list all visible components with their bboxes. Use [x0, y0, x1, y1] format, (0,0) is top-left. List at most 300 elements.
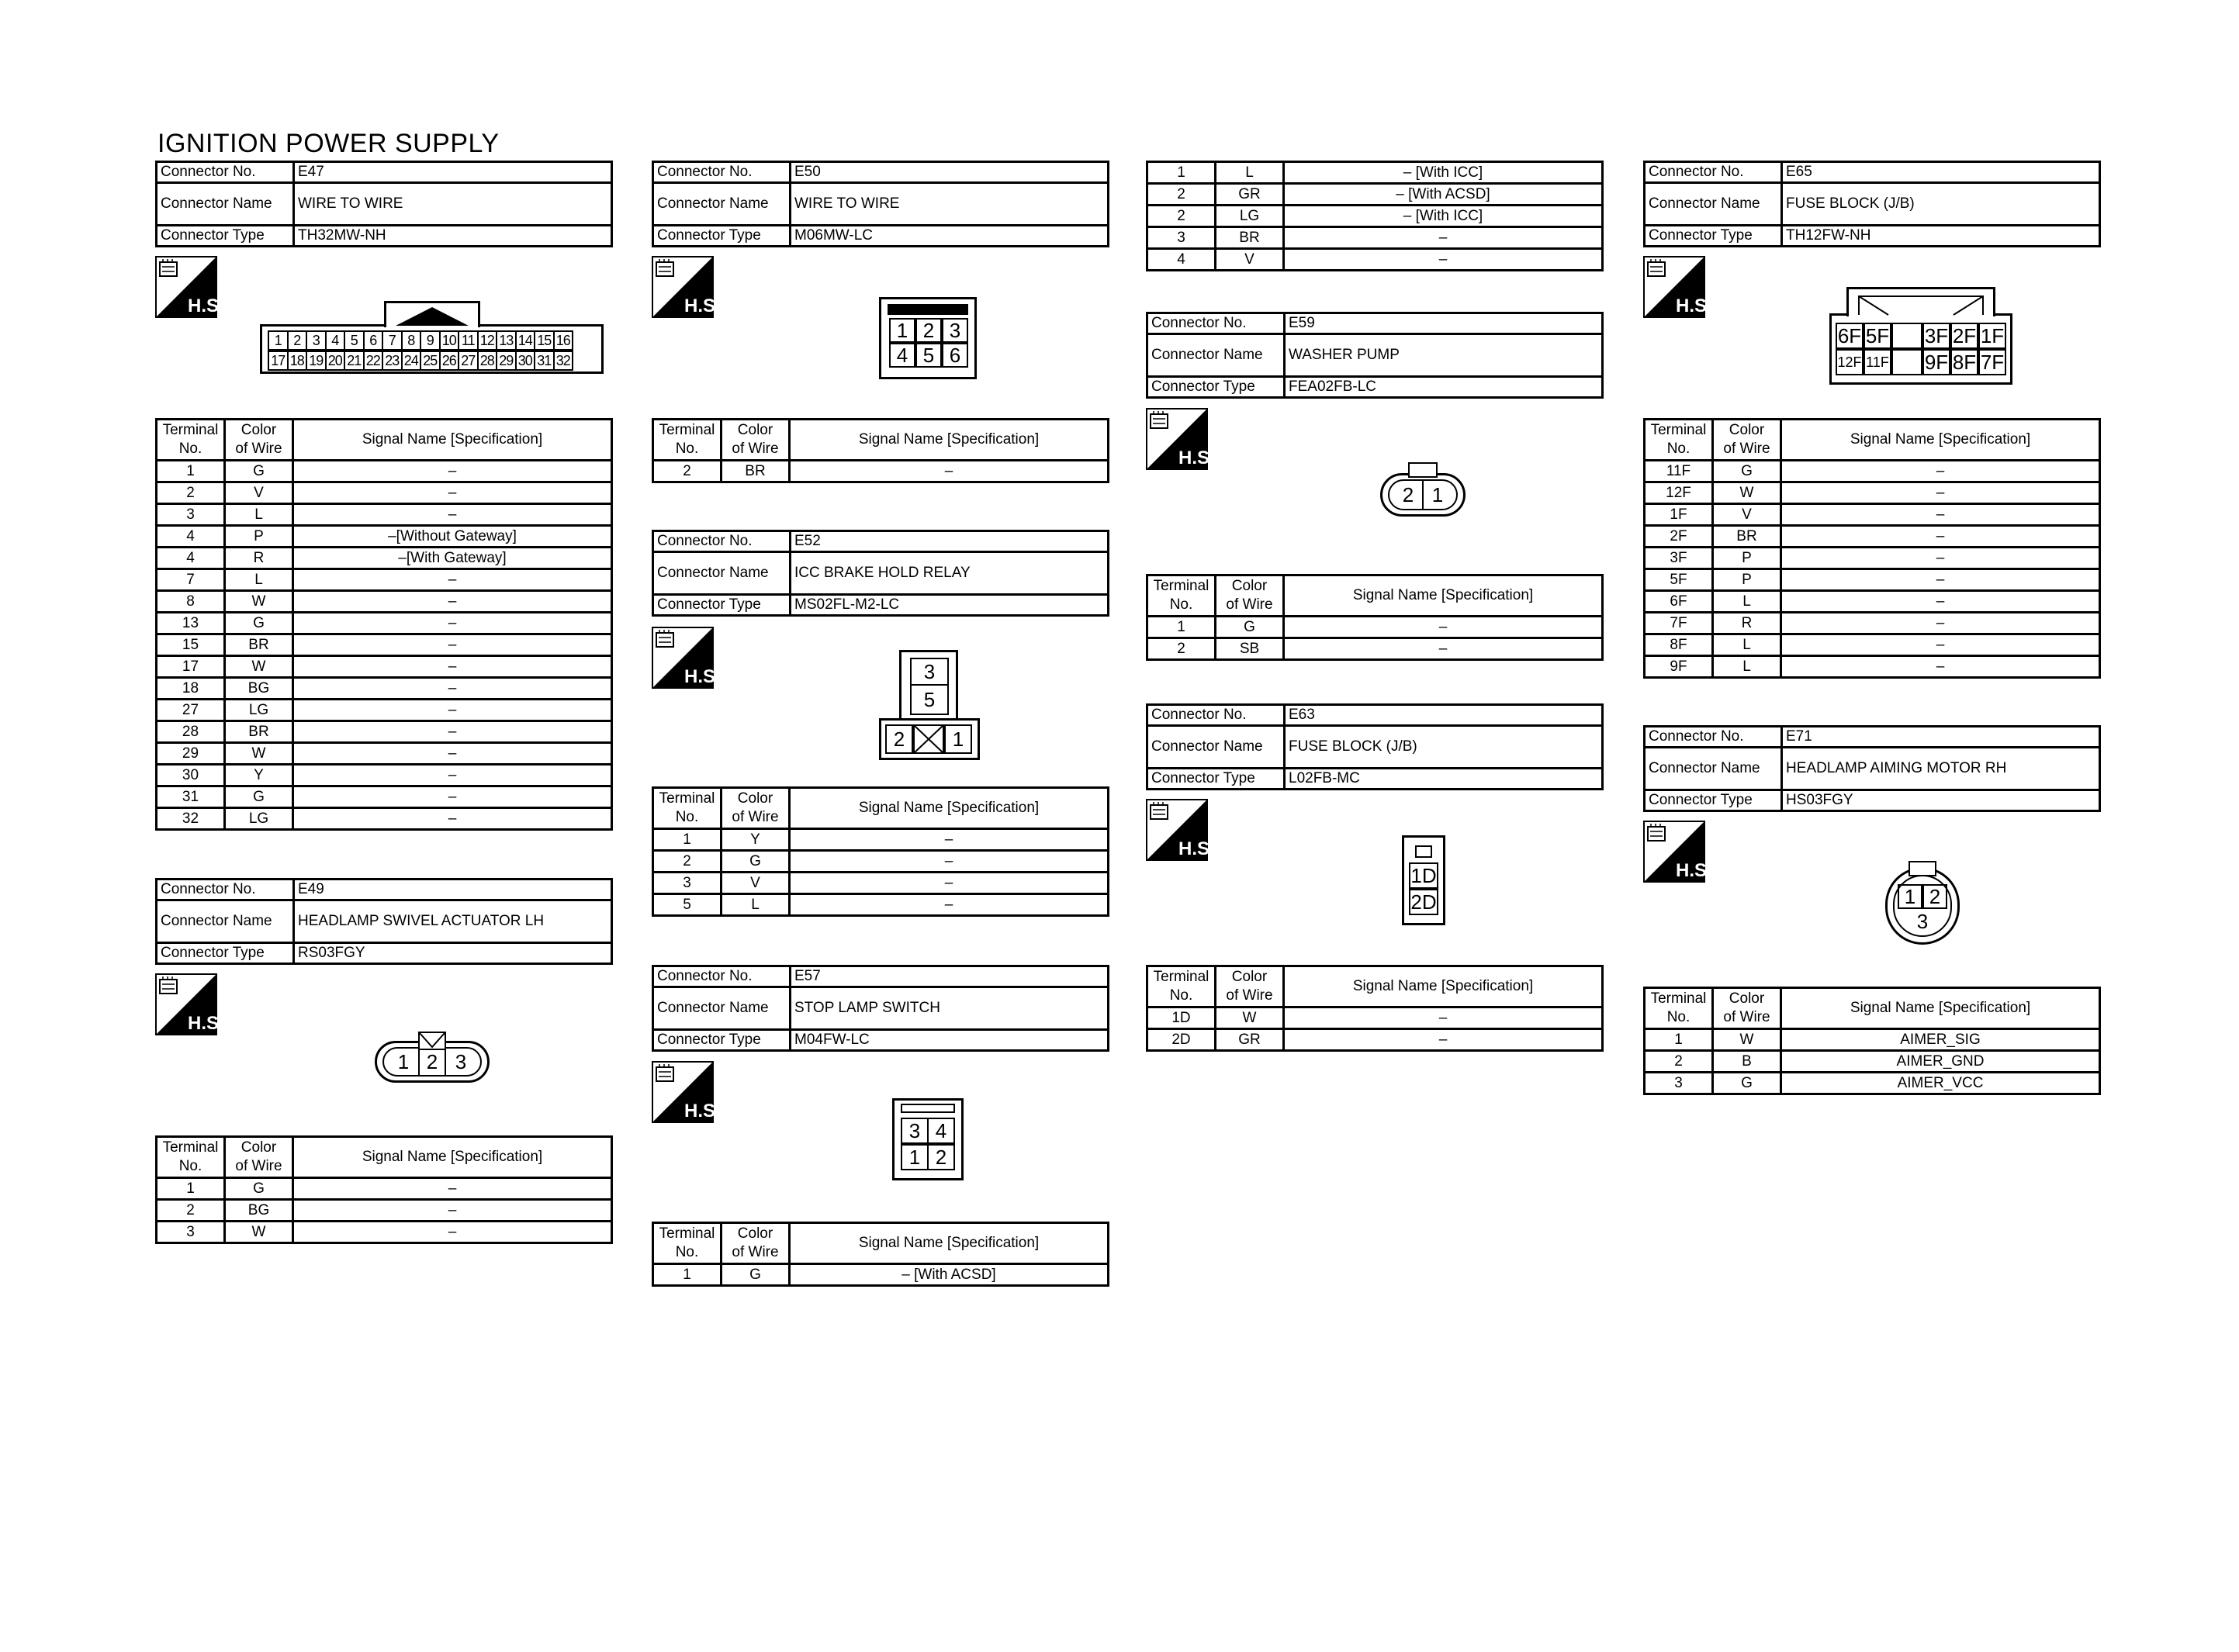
signal-table-e57-continued — [1146, 161, 1604, 271]
signal-name-cell: – — [790, 461, 1109, 482]
wire-color-cell: L — [722, 894, 790, 916]
harness-side-icon — [652, 256, 721, 318]
pin: 3F — [1922, 323, 1950, 349]
signal-name-cell: –[Without Gateway] — [293, 526, 612, 548]
harness-side-icon — [155, 973, 224, 1035]
table-row — [157, 1178, 612, 1200]
connector-type-label: Connector Type — [1645, 226, 1782, 247]
table-row — [157, 504, 612, 526]
table-row — [1147, 617, 1603, 638]
connector-name-value: STOP LAMP SWITCH — [791, 987, 1109, 1030]
pin: 26 — [439, 351, 460, 371]
signal-name-cell: – — [790, 829, 1109, 851]
pin: 5F — [1864, 323, 1891, 349]
connector-type-label: Connector Type — [157, 226, 294, 247]
connector-name-value: FUSE BLOCK (J/B) — [1285, 726, 1603, 769]
table-row — [1645, 526, 2100, 548]
terminal-no-cell: 2F — [1645, 526, 1713, 548]
wire-color-cell: L — [225, 569, 293, 591]
pin: 25 — [420, 351, 441, 371]
terminal-no-cell: 2 — [653, 851, 722, 873]
pin: 4 — [325, 330, 346, 351]
pin: 1 — [889, 318, 915, 343]
wire-color-cell: G — [1216, 617, 1284, 638]
connector-header-e52 — [652, 530, 1109, 617]
signal-name-header: Signal Name [Specification] — [293, 1137, 612, 1178]
signal-name-cell: – — [1781, 482, 2100, 504]
wire-color-cell: W — [225, 656, 293, 678]
wire-color-cell: Y — [225, 765, 293, 786]
table-row — [1147, 1029, 1603, 1051]
signal-name-header: Signal Name [Specification] — [1284, 575, 1603, 617]
terminal-no-cell: 28 — [157, 721, 225, 743]
connector-no-label: Connector No. — [1645, 727, 1782, 748]
signal-name-cell: – — [790, 894, 1109, 916]
terminal-no-cell: 1 — [1147, 162, 1216, 184]
signal-table-e47 — [155, 418, 613, 831]
connector-type-label: Connector Type — [653, 1030, 791, 1051]
connector-no-label: Connector No. — [157, 880, 294, 900]
signal-name-cell: – — [293, 482, 612, 504]
signal-name-cell: – — [1781, 526, 2100, 548]
wire-color-cell: G — [225, 786, 293, 808]
table-row — [1147, 206, 1603, 227]
signal-name-cell: – — [790, 851, 1109, 873]
wire-color-cell: W — [1713, 482, 1781, 504]
wire-color-cell: BR — [225, 634, 293, 656]
pin: 31 — [534, 351, 555, 371]
wire-color-cell: W — [225, 1222, 293, 1243]
pin: 4 — [889, 343, 915, 368]
connector-face-e57 — [892, 1098, 964, 1180]
wire-color-cell: GR — [1216, 1029, 1284, 1051]
pin: 3 — [901, 1118, 929, 1144]
signal-name-cell: – — [1781, 461, 2100, 482]
wire-color-cell: GR — [1216, 184, 1284, 206]
pin: 12F — [1836, 349, 1864, 375]
table-row — [1645, 634, 2100, 656]
signal-table-e50 — [652, 418, 1109, 483]
signal-name-header: Signal Name [Specification] — [790, 1223, 1109, 1264]
connector-header-e71 — [1643, 725, 2101, 812]
table-row — [1645, 591, 2100, 613]
svg-text:H.S.: H.S. — [684, 295, 721, 316]
signal-name-cell: – [With ACSD] — [1284, 184, 1603, 206]
table-row — [157, 634, 612, 656]
connector-name-label: Connector Name — [157, 900, 294, 943]
connector-no-value: E57 — [791, 966, 1109, 987]
connector-name-value: WASHER PUMP — [1285, 334, 1603, 377]
signal-name-cell: – — [1781, 504, 2100, 526]
pin: 6F — [1836, 323, 1864, 349]
wire-color-cell: G — [1713, 1073, 1781, 1094]
svg-text:H.S.: H.S. — [684, 666, 721, 687]
pin: 20 — [325, 351, 346, 371]
table-row — [157, 721, 612, 743]
wire-color-cell: BR — [722, 461, 790, 482]
connector-no-label: Connector No. — [1147, 313, 1285, 334]
connector-name-label: Connector Name — [1645, 748, 1782, 790]
connector-face-e63 — [1402, 835, 1445, 925]
wire-color-cell: Y — [722, 829, 790, 851]
signal-name-cell: AIMER_SIG — [1781, 1029, 2100, 1051]
wire-color-cell: BG — [225, 1200, 293, 1222]
signal-table-e71 — [1643, 987, 2101, 1095]
harness-side-icon — [1146, 799, 1215, 861]
signal-name-cell: – — [1284, 227, 1603, 249]
connector-type-value: M04FW-LC — [791, 1030, 1109, 1051]
terminal-no-cell: 11F — [1645, 461, 1713, 482]
connector-no-label: Connector No. — [653, 966, 791, 987]
wire-color-cell: BR — [225, 721, 293, 743]
terminal-no-cell: 1F — [1645, 504, 1713, 526]
terminal-no-cell: 17 — [157, 656, 225, 678]
pin: 9F — [1922, 349, 1950, 375]
connector-header-e57 — [652, 965, 1109, 1052]
connector-face-e50 — [879, 297, 977, 379]
signal-name-cell: – — [1781, 613, 2100, 634]
connector-name-label: Connector Name — [157, 183, 294, 226]
terminal-no-cell: 2 — [157, 482, 225, 504]
connector-name-label: Connector Name — [1147, 726, 1285, 769]
color-of-wire-header: Color of Wire — [722, 1223, 790, 1264]
pin: 30 — [515, 351, 536, 371]
table-row — [157, 786, 612, 808]
pin: 1 — [268, 330, 289, 351]
pin: 13 — [496, 330, 517, 351]
terminal-no-cell: 1 — [1645, 1029, 1713, 1051]
table-row — [653, 461, 1109, 482]
table-row — [1147, 1007, 1603, 1029]
connector-name-label: Connector Name — [1645, 183, 1782, 226]
wire-color-cell: L — [225, 504, 293, 526]
pin: 6 — [363, 330, 384, 351]
terminal-no-cell: 1 — [157, 461, 225, 482]
signal-name-cell: – — [293, 591, 612, 613]
connector-name-label: Connector Name — [653, 183, 791, 226]
terminal-no-cell: 3 — [157, 504, 225, 526]
terminal-no-header: Terminal No. — [157, 1137, 225, 1178]
pin: 5 — [344, 330, 365, 351]
wire-color-cell: V — [225, 482, 293, 504]
wire-color-cell: V — [1216, 249, 1284, 271]
wire-color-cell: W — [225, 743, 293, 765]
terminal-no-cell: 2 — [1645, 1051, 1713, 1073]
pin: 11F — [1864, 349, 1891, 375]
pin: 6 — [942, 343, 968, 368]
pin: 8 — [401, 330, 422, 351]
connector-type-value: TH12FW-NH — [1782, 226, 2100, 247]
pin: 17 — [268, 351, 289, 371]
terminal-no-cell: 3F — [1645, 548, 1713, 569]
signal-name-cell: – — [1781, 591, 2100, 613]
table-row — [157, 808, 612, 830]
color-of-wire-header: Color of Wire — [722, 420, 790, 461]
pin: 1 — [1422, 481, 1452, 509]
table-row — [157, 461, 612, 482]
color-of-wire-header: Color of Wire — [722, 788, 790, 829]
connector-type-value: MS02FL-M2-LC — [791, 595, 1109, 616]
connector-header-e63 — [1146, 703, 1604, 790]
wire-color-cell: W — [1713, 1029, 1781, 1051]
terminal-no-cell: 5 — [653, 894, 722, 916]
connector-name-value: FUSE BLOCK (J/B) — [1782, 183, 2100, 226]
pin: 1D — [1409, 862, 1438, 889]
connector-face-e59 — [1380, 462, 1466, 517]
terminal-no-header: Terminal No. — [653, 1223, 722, 1264]
signal-name-cell: – [With ACSD] — [790, 1264, 1109, 1286]
connector-name-value: ICC BRAKE HOLD RELAY — [791, 552, 1109, 595]
harness-side-icon — [1643, 821, 1712, 883]
table-row — [653, 873, 1109, 894]
terminal-no-cell: 2 — [157, 1200, 225, 1222]
pin: 29 — [496, 351, 517, 371]
connector-header-e65 — [1643, 161, 2101, 247]
pin: 3 — [942, 318, 968, 343]
table-row — [1645, 1029, 2100, 1051]
signal-name-cell: – — [293, 743, 612, 765]
terminal-no-cell: 3 — [1147, 227, 1216, 249]
pin: 11 — [458, 330, 479, 351]
terminal-no-cell: 31 — [157, 786, 225, 808]
wire-color-cell: P — [225, 526, 293, 548]
wire-color-cell: L — [1713, 656, 1781, 678]
terminal-no-cell: 4 — [1147, 249, 1216, 271]
terminal-no-header: Terminal No. — [1645, 988, 1713, 1029]
pin: 5 — [915, 343, 942, 368]
pin: 3 — [1916, 910, 1929, 933]
wire-color-cell: LG — [225, 700, 293, 721]
connector-no-value: E63 — [1285, 705, 1603, 726]
connector-name-label: Connector Name — [653, 987, 791, 1030]
connector-face-e71 — [1885, 861, 1960, 946]
terminal-no-cell: 3 — [1645, 1073, 1713, 1094]
connector-no-value: E50 — [791, 162, 1109, 183]
pin: 2 — [287, 330, 308, 351]
table-row — [157, 526, 612, 548]
table-row — [1645, 461, 2100, 482]
table-row — [157, 678, 612, 700]
wire-color-cell: G — [1713, 461, 1781, 482]
signal-name-cell: AIMER_VCC — [1781, 1073, 2100, 1094]
table-row — [1645, 548, 2100, 569]
pin: 28 — [477, 351, 498, 371]
connector-type-value: L02FB-MC — [1285, 769, 1603, 790]
signal-name-cell: – — [293, 721, 612, 743]
terminal-no-header: Terminal No. — [653, 788, 722, 829]
wire-color-cell: R — [225, 548, 293, 569]
terminal-no-cell: 2 — [1147, 206, 1216, 227]
terminal-no-cell: 4 — [157, 548, 225, 569]
wire-color-cell: V — [722, 873, 790, 894]
signal-name-cell: AIMER_GND — [1781, 1051, 2100, 1073]
wire-color-cell: W — [1216, 1007, 1284, 1029]
terminal-no-cell: 3 — [157, 1222, 225, 1243]
wire-color-cell: LG — [1216, 206, 1284, 227]
svg-text:H.S.: H.S. — [188, 1013, 224, 1034]
pin: 2 — [1402, 483, 1414, 506]
table-row — [157, 482, 612, 504]
connector-type-value: TH32MW-NH — [294, 226, 612, 247]
table-row — [1147, 184, 1603, 206]
wire-color-cell: G — [225, 613, 293, 634]
table-row — [1645, 656, 2100, 678]
hs-label: H.S. — [188, 295, 224, 316]
pin: 1 — [397, 1050, 410, 1073]
terminal-no-cell: 2 — [1147, 638, 1216, 660]
connector-name-label: Connector Name — [653, 552, 791, 595]
wire-color-cell: BR — [1216, 227, 1284, 249]
table-row — [1645, 569, 2100, 591]
svg-text:H.S.: H.S. — [1178, 838, 1215, 859]
table-row — [653, 894, 1109, 916]
wire-color-cell: R — [1713, 613, 1781, 634]
terminal-no-cell: 7 — [157, 569, 225, 591]
terminal-no-cell: 15 — [157, 634, 225, 656]
connector-header-e59 — [1146, 312, 1604, 399]
pin: 14 — [515, 330, 536, 351]
pin: 3 — [910, 658, 949, 686]
terminal-no-cell: 1 — [157, 1178, 225, 1200]
pin: 23 — [382, 351, 403, 371]
table-row — [1645, 482, 2100, 504]
signal-table-e59 — [1146, 574, 1604, 661]
connector-no-label: Connector No. — [1645, 162, 1782, 183]
signal-name-cell: – — [293, 569, 612, 591]
terminal-no-cell: 18 — [157, 678, 225, 700]
wire-color-cell: B — [1713, 1051, 1781, 1073]
signal-name-cell: –[With Gateway] — [293, 548, 612, 569]
connector-no-label: Connector No. — [653, 162, 791, 183]
terminal-no-cell: 30 — [157, 765, 225, 786]
pin: 3 — [306, 330, 327, 351]
signal-name-cell: – — [1284, 638, 1603, 660]
color-of-wire-header: Color of Wire — [1713, 988, 1781, 1029]
terminal-no-header: Terminal No. — [1645, 420, 1713, 461]
terminal-no-cell: 13 — [157, 613, 225, 634]
pin: 2 — [1922, 884, 1947, 909]
connector-name-value: WIRE TO WIRE — [294, 183, 612, 226]
terminal-no-cell: 32 — [157, 808, 225, 830]
pin: 27 — [458, 351, 479, 371]
pin: 19 — [306, 351, 327, 371]
table-row — [157, 548, 612, 569]
connector-face-e52 — [879, 650, 980, 760]
signal-name-cell: – — [293, 656, 612, 678]
pin: 1F — [1978, 323, 2006, 349]
signal-name-cell: – — [293, 1178, 612, 1200]
pin: 1 — [901, 1144, 929, 1170]
connector-type-label: Connector Type — [1645, 790, 1782, 811]
terminal-no-cell: 2 — [653, 461, 722, 482]
terminal-no-cell: 1D — [1147, 1007, 1216, 1029]
harness-side-icon — [652, 627, 721, 689]
signal-name-header: Signal Name [Specification] — [1781, 420, 2100, 461]
connector-name-label: Connector Name — [1147, 334, 1285, 377]
connector-no-value: E52 — [791, 531, 1109, 552]
signal-name-cell: – — [1781, 656, 2100, 678]
terminal-no-cell: 6F — [1645, 591, 1713, 613]
terminal-no-header: Terminal No. — [1147, 966, 1216, 1007]
connector-header-e49 — [155, 878, 613, 965]
table-row — [1147, 227, 1603, 249]
pin: 2 — [927, 1144, 955, 1170]
signal-name-cell: – — [293, 786, 612, 808]
signal-name-cell: – — [1781, 548, 2100, 569]
pin: 7 — [382, 330, 403, 351]
pin: 32 — [553, 351, 574, 371]
pin: 12 — [477, 330, 498, 351]
signal-name-header: Signal Name [Specification] — [790, 420, 1109, 461]
wire-color-cell: L — [1216, 162, 1284, 184]
table-row — [653, 829, 1109, 851]
signal-name-cell: – — [293, 1222, 612, 1243]
wire-color-cell: BR — [1713, 526, 1781, 548]
terminal-no-cell: 9F — [1645, 656, 1713, 678]
signal-name-cell: – — [293, 765, 612, 786]
signal-name-header: Signal Name [Specification] — [293, 420, 612, 461]
terminal-no-cell: 4 — [157, 526, 225, 548]
signal-name-header: Signal Name [Specification] — [1284, 966, 1603, 1007]
color-of-wire-header: Color of Wire — [1216, 966, 1284, 1007]
svg-text:H.S.: H.S. — [684, 1101, 721, 1121]
table-row — [157, 700, 612, 721]
signal-table-e49 — [155, 1135, 613, 1244]
pin: 9 — [420, 330, 441, 351]
harness-side-icon — [155, 256, 224, 318]
pin: 18 — [287, 351, 308, 371]
connector-no-value: E71 — [1782, 727, 2100, 748]
connector-type-label: Connector Type — [653, 595, 791, 616]
signal-table-e65 — [1643, 418, 2101, 679]
table-row — [1645, 1051, 2100, 1073]
pin: 21 — [344, 351, 365, 371]
pin: 4 — [927, 1118, 955, 1144]
connector-header-e50 — [652, 161, 1109, 247]
table-row — [157, 765, 612, 786]
pin: 22 — [363, 351, 384, 371]
wire-color-cell: G — [722, 851, 790, 873]
blank-pin — [1891, 323, 1922, 349]
harness-side-icon — [652, 1061, 721, 1123]
connector-type-value: RS03FGY — [294, 943, 612, 964]
blank-pin-icon — [913, 724, 944, 754]
pin: 2 — [885, 724, 913, 754]
connector-type-label: Connector Type — [157, 943, 294, 964]
wire-color-cell: LG — [225, 808, 293, 830]
wire-color-cell: G — [225, 461, 293, 482]
table-row — [1147, 162, 1603, 184]
table-row — [1645, 613, 2100, 634]
terminal-no-cell: 27 — [157, 700, 225, 721]
signal-name-cell: – — [1284, 617, 1603, 638]
signal-name-header: Signal Name [Specification] — [1781, 988, 2100, 1029]
pin: 16 — [553, 330, 574, 351]
harness-side-icon — [1643, 256, 1712, 318]
terminal-no-header: Terminal No. — [653, 420, 722, 461]
connector-face-e47 — [260, 301, 604, 374]
connector-face-e65 — [1829, 287, 2012, 385]
terminal-no-cell: 12F — [1645, 482, 1713, 504]
terminal-no-cell: 1 — [653, 1264, 722, 1286]
terminal-no-header: Terminal No. — [1147, 575, 1216, 617]
table-row — [157, 591, 612, 613]
connector-name-value: HEADLAMP AIMING MOTOR RH — [1782, 748, 2100, 790]
signal-name-cell: – — [293, 700, 612, 721]
signal-name-cell: – — [1284, 249, 1603, 271]
table-row — [653, 851, 1109, 873]
connector-type-label: Connector Type — [1147, 377, 1285, 398]
